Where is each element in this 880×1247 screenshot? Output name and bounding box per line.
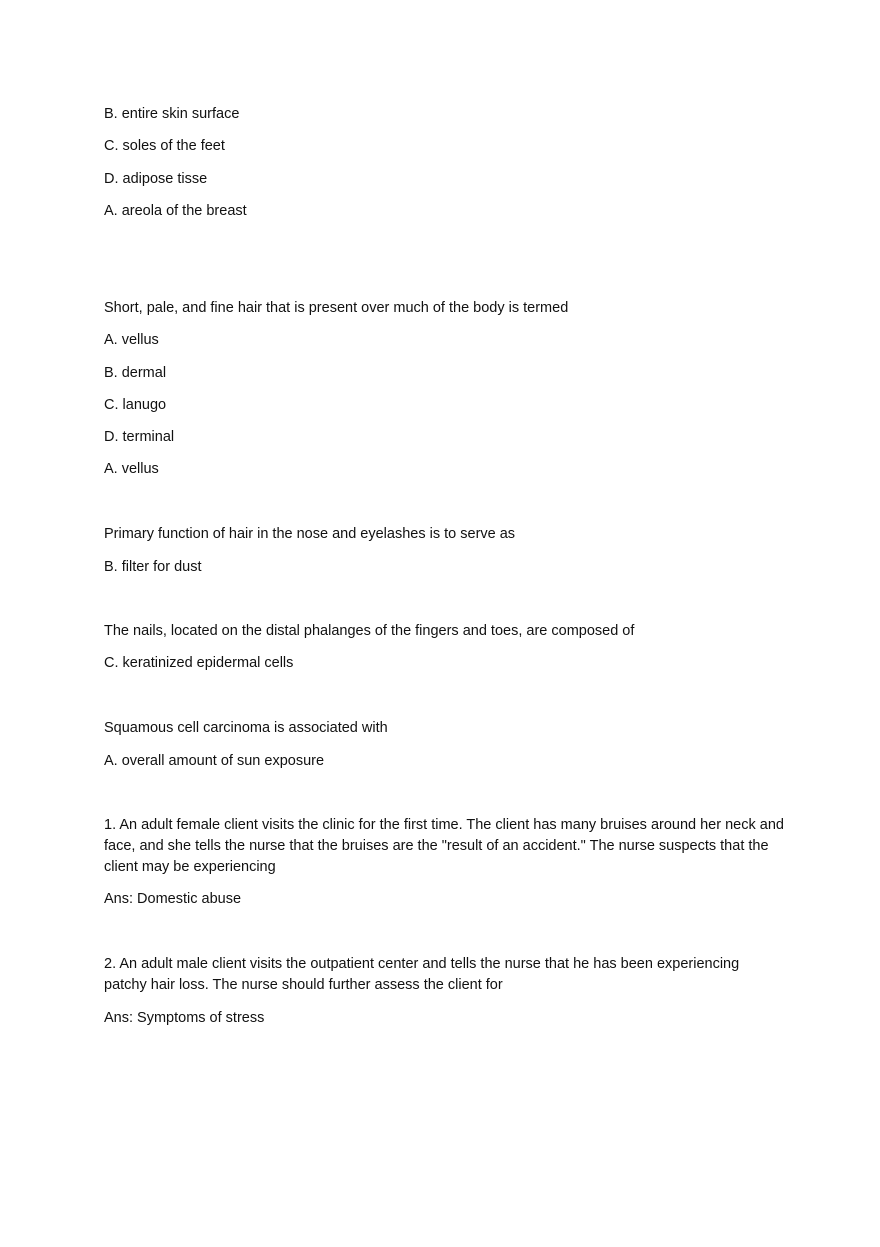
answer-option: A. vellus [104,332,159,348]
answer-text: Ans: Domestic abuse [104,891,242,907]
answer-option: A. overall amount of sun exposure [104,753,325,769]
answer-text: Ans: Symptoms of stress [104,1010,265,1026]
answer-option: D. terminal [104,429,175,445]
answer-option: C. keratinized epidermal cells [104,655,294,671]
question-text: Primary function of hair in the nose and eyelashes is to serve as [104,526,516,542]
answer-option: C. soles of the feet [104,138,225,154]
answer-option: A. vellus [104,461,159,477]
question-text: 2. An adult male client visits the outpatient center and tells the nurse that he has been experiencing patchy hair loss. The nurse should further assess the client for [104,956,740,993]
answer-option: A. areola of the breast [104,203,247,219]
answer-option: D. adipose tisse [104,171,208,187]
question-text: Short, pale, and fine hair that is present over much of the body is termed [104,300,569,316]
question-text: 1. An adult female client visits the clinic for the first time. The client has many bruises around her neck and face, and she tells the nurse that the bruises are the "result of an accident." The nurse suspects that the client may be experiencing [104,817,784,875]
question-text: The nails, located on the distal phalanges of the fingers and toes, are composed of [104,623,635,639]
answer-option: B. entire skin surface [104,106,240,122]
answer-option: C. lanugo [104,397,167,413]
question-text: Squamous cell carcinoma is associated with [104,720,388,736]
answer-option: B. dermal [104,365,167,381]
answer-option: B. filter for dust [104,559,202,575]
